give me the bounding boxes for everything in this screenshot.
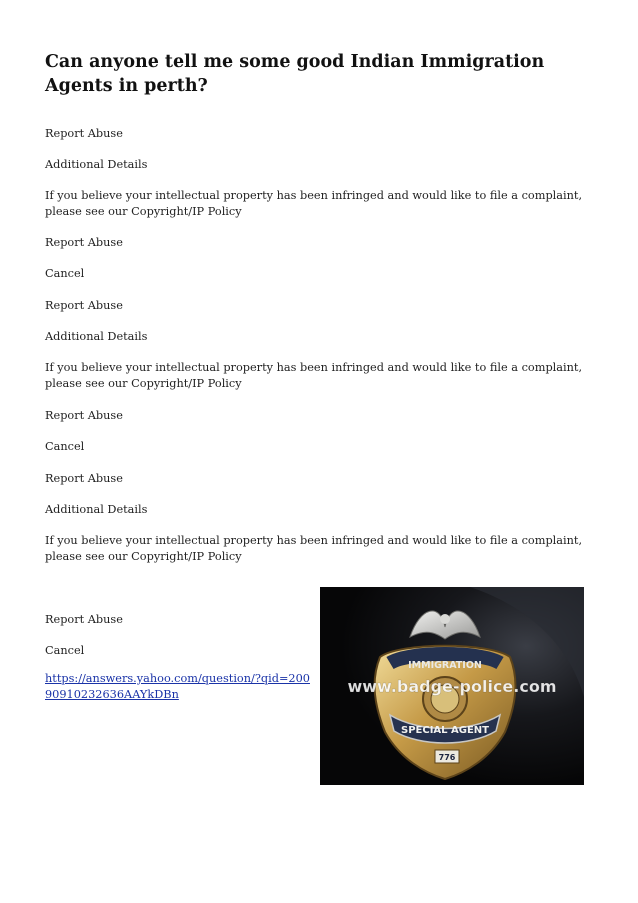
- report-abuse-text: Report Abuse: [45, 127, 123, 140]
- copyright-notice-text: If you believe your intellectual property has been infringed and would like to file a complaint, please see our Copyright/IP Policy: [45, 534, 583, 563]
- copyright-notice-text: If you believe your intellectual property has been infringed and would like to file a complaint, please see our Copyright/IP Policy: [45, 361, 583, 390]
- additional-details-text: Additional Details: [45, 158, 148, 171]
- report-abuse-text: Report Abuse: [45, 299, 123, 312]
- watermark-text: www.badge-police.com: [347, 677, 557, 696]
- badge-top-label: IMMIGRATION: [408, 660, 482, 671]
- source-link[interactable]: https://answers.yahoo.com/question/?qid=20090910232636AAYkDBn: [45, 672, 310, 701]
- copyright-notice-text: If you believe your intellectual property has been infringed and would like to file a complaint, please see our Copyright/IP Policy: [45, 189, 583, 218]
- report-abuse-text: Report Abuse: [45, 409, 123, 422]
- additional-details-text: Additional Details: [45, 503, 148, 516]
- report-abuse-text: Report Abuse: [45, 472, 123, 485]
- cancel-text: Cancel: [45, 440, 85, 453]
- badge-photo: [320, 587, 584, 785]
- report-abuse-text: Report Abuse: [45, 236, 123, 249]
- badge-number: 776: [438, 753, 456, 762]
- cancel-text: Cancel: [45, 644, 85, 657]
- page-title: Can anyone tell me some good Indian Immigration Agents in perth?: [45, 52, 545, 96]
- cancel-text: Cancel: [45, 267, 85, 280]
- additional-details-text: Additional Details: [45, 330, 148, 343]
- badge-banner-label: SPECIAL AGENT: [401, 725, 489, 736]
- report-abuse-text: Report Abuse: [45, 613, 123, 626]
